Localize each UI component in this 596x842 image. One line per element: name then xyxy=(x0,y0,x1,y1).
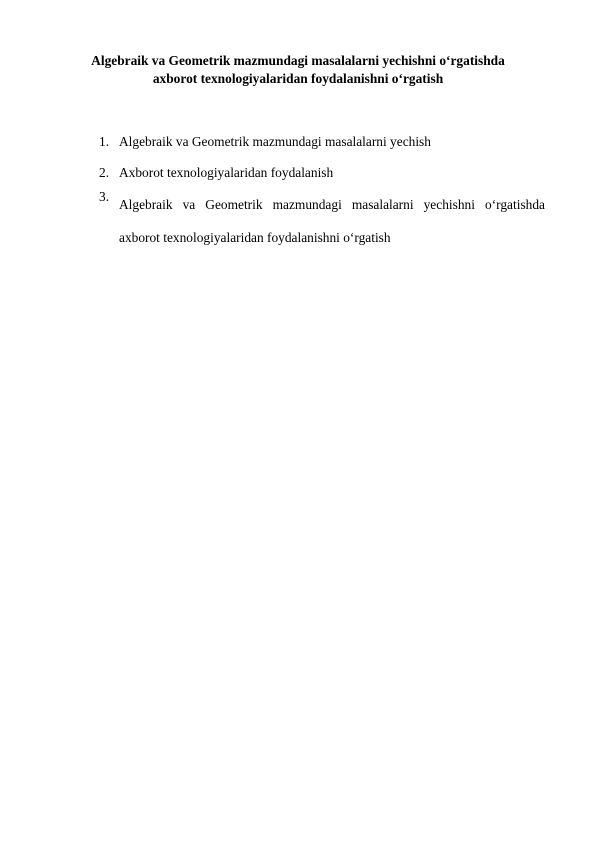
list-item xyxy=(99,164,545,182)
list-item-text: Axborot texnologiyalaridan foydalanish xyxy=(119,165,334,180)
list-item-number: 1. xyxy=(99,134,110,149)
list-item xyxy=(99,188,545,254)
list-item-text xyxy=(119,188,545,254)
list-item-number: 3. xyxy=(99,189,110,204)
title-line-2: axborot texnologiyalaridan foydalanishni o‘rgatish xyxy=(152,71,444,86)
title-line-1: Algebraik va Geometrik mazmundagi masalalarni yechishni o‘rgatishda xyxy=(91,53,505,68)
list-item xyxy=(99,133,545,151)
list-item-text-line-2: axborot texnologiyalaridan foydalanishni o‘rgatish xyxy=(119,230,391,245)
list-item-text: Algebraik va Geometrik mazmundagi masalalarni yechish xyxy=(119,134,431,149)
document-title xyxy=(60,52,536,88)
list-item-text-line-1: Algebraik va Geometrik mazmundagi masalalarni yechishni o‘rgatishda xyxy=(119,197,545,212)
topic-list xyxy=(99,133,545,267)
list-item-number: 2. xyxy=(99,165,110,180)
